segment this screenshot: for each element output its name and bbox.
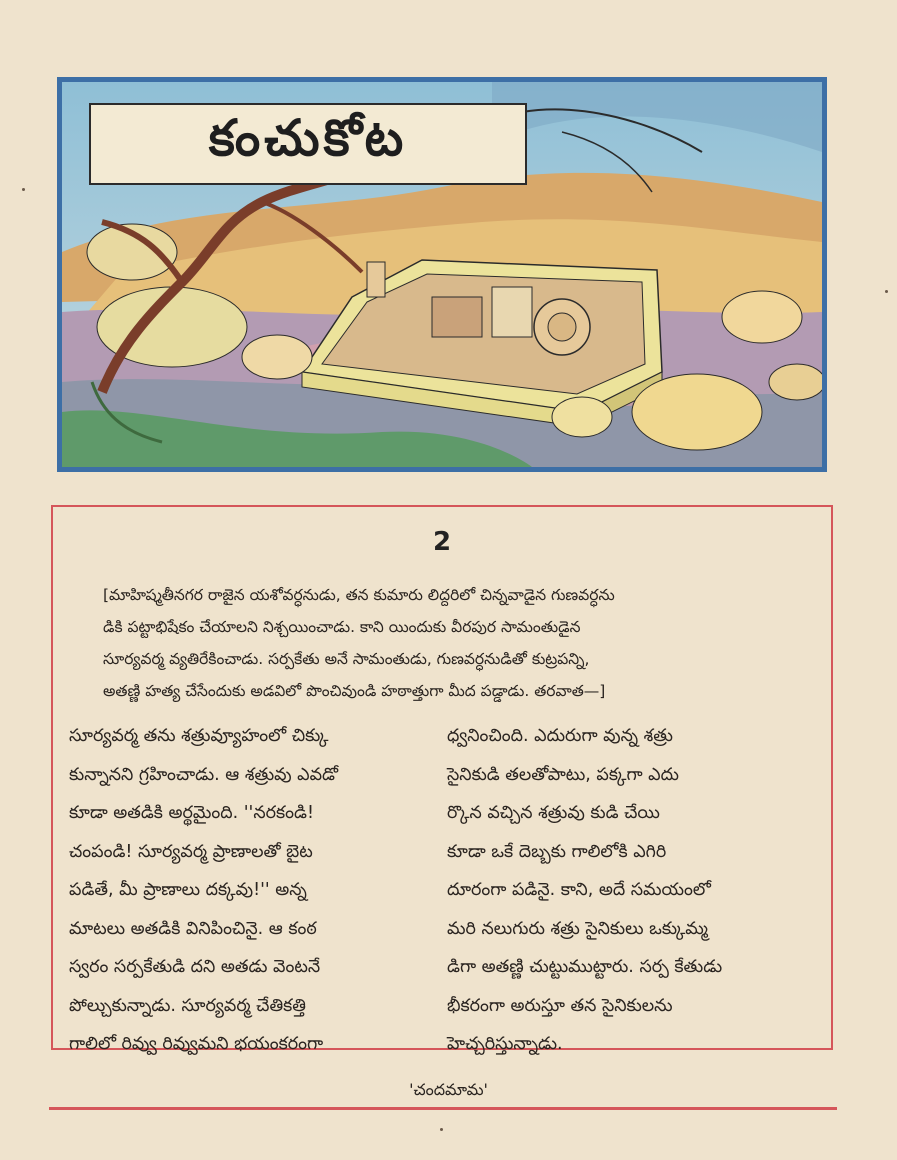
paper-speck (440, 1128, 443, 1131)
story-line: సైనికుడి తలతోపాటు, పక్కగా ఎదు (447, 764, 679, 785)
footer-divider (49, 1107, 837, 1110)
story-column-right (447, 717, 807, 1064)
paper-speck (22, 188, 25, 191)
story-line: గాలిలో రివ్వు రివ్వుమని భయంకరంగా (69, 1034, 324, 1054)
story-line: కూడా ఒకే దెబ్బకు గాలిలోకి ఎగిరి (447, 841, 667, 862)
story-line: భీకరంగా అరుస్తూ తన సైనికులను (447, 995, 673, 1016)
story-title: కంచుకోట (208, 108, 408, 167)
story-line: ర్కొన వచ్చిన శత్రువు కుడి చేయి (447, 803, 660, 823)
paper-speck (885, 290, 888, 293)
previous-summary (103, 579, 783, 707)
story-line: దూరంగా పడినై. కాని, అదే సమయంలో (447, 880, 711, 900)
magazine-name-footer: 'చందమామ' (409, 1080, 488, 1099)
story-line: చంపండి! సూర్యవర్మ ప్రాణాలతో బైట (69, 841, 313, 862)
story-line: సూర్యవర్మ తను శత్రువ్యూహంలో చిక్కు (69, 726, 329, 746)
story-line: కూడా అతడికి అర్థమైంది. ''నరకండి! (69, 803, 315, 823)
story-column-left (69, 717, 429, 1064)
story-line: మాటలు అతడికి వినిపించినై. ఆ కంఠ (69, 918, 317, 939)
story-line: మరి నలుగురు శత్రు సైనికులు ఒక్కుమ్మ (447, 918, 708, 939)
summary-line: సూర్యవర్మ వ్యతిరేకించాడు. సర్పకేతు అనే సామంతుడు, గుణవర్ధనుడితో కుట్రపన్ని, (103, 650, 590, 668)
story-line: పోల్చుకున్నాడు. సూర్యవర్మ చేతికత్తి (69, 995, 306, 1016)
summary-line: అతణ్ణి హత్య చేసేందుకు అడవిలో పొంచివుండి హఠాత్తుగా మీద పడ్డాడు. తరవాత—] (103, 682, 606, 700)
summary-line: డికి పట్టాభిషేకం చేయాలని నిశ్చయించాడు. కాని యిందుకు వీరపుర సామంతుడైన (103, 618, 581, 636)
story-box (51, 505, 833, 1054)
story-line: డిగా అతణ్ణి చుట్టుముట్టారు. సర్ప కేతుడు (447, 957, 723, 977)
chapter-number: 2 (432, 527, 452, 557)
story-line: కున్నానని గ్రహించాడు. ఆ శత్రువు ఎవడో (69, 764, 339, 785)
story-line: హెచ్చరిస్తున్నాడు. (447, 1034, 563, 1054)
story-line: పడితే, మీ ప్రాణాలు దక్కవు!'' అన్న (69, 880, 307, 900)
story-line: స్వరం సర్పకేతుడి దని అతడు వెంటనే (69, 957, 321, 977)
story-line: ధ్వనించింది. ఎదురుగా వున్న శత్రు (447, 726, 673, 746)
summary-line: [మాహిష్మతీనగర రాజైన యశోవర్ధనుడు, తన కుమారు లిద్దరిలో చిన్నవాడైన గుణవర్ధను (103, 586, 615, 604)
story-title-box (89, 103, 527, 185)
